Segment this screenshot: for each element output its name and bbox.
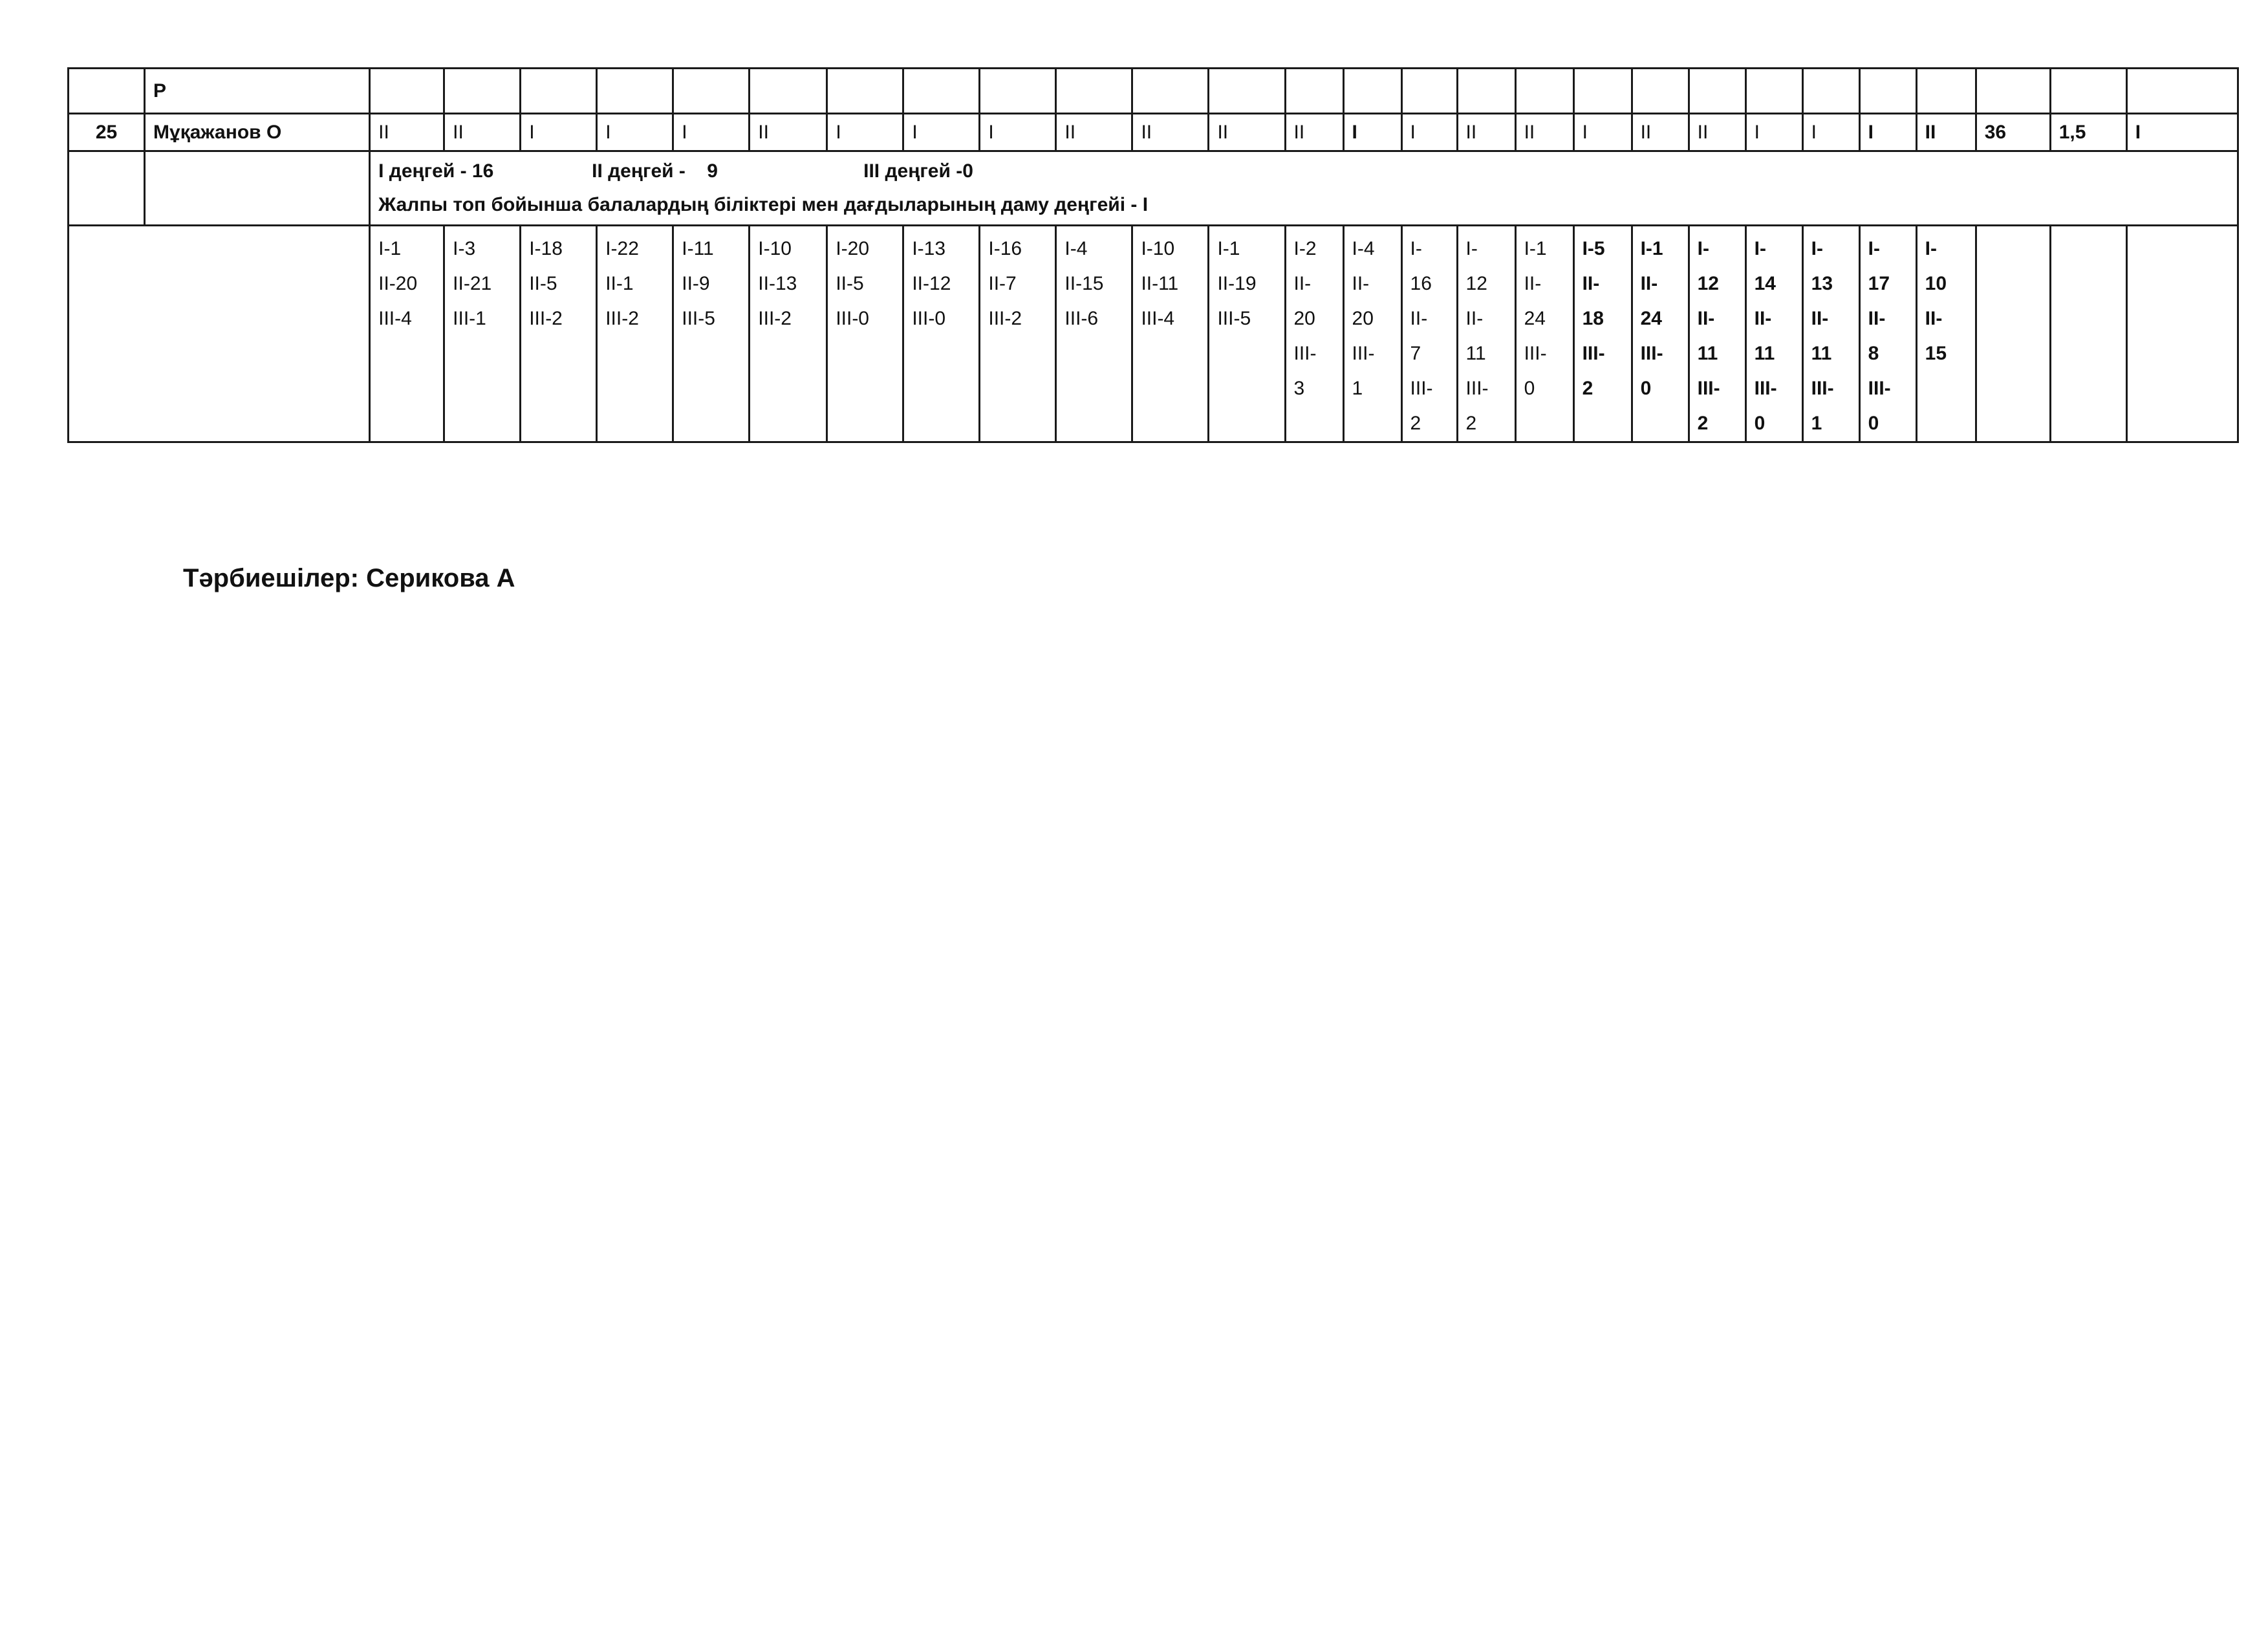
score-cell: II [1916,114,1976,151]
level-stat-line: 2 [1582,378,1593,399]
level-stat-line: І-1 [1524,238,1547,259]
student-level: I [2126,114,2238,151]
level-stats-cell [1056,226,1132,442]
level-stat-line: ІІІ- [1754,378,1777,399]
level-stat-line: 1 [1352,378,1363,399]
level-stat-line: 0 [1640,378,1652,399]
caregivers-signature-line: Тәрбиешілер: Серикова А [183,564,515,592]
level-stats-cell [370,226,444,442]
header-number-cell [69,69,145,114]
score-cell: II [750,114,827,151]
level-stat-line: І-20 [836,238,870,259]
level-stat-line: ІІІ-4 [1141,308,1175,329]
level-stat-line: 0 [1754,413,1766,434]
level-stat-line: ІІ- [1754,308,1772,329]
level-stat-line: ІІ- [1352,273,1370,294]
level-stat-line: 7 [1410,343,1421,364]
level-stat-line: ІІ-15 [1064,273,1104,294]
level-stats-cell [1859,226,1916,442]
level-stat-line: І- [1697,238,1709,259]
level-stat-line: ІІ- [1410,308,1428,329]
level-stats-cell [1916,226,1976,442]
level-stat-line: І- [1811,238,1823,259]
level-stat-line: 15 [1925,343,1947,364]
level-stats-cell [1689,226,1745,442]
overall-level: Жалпы топ бойынша балалардың біліктері мен дағдыларының даму деңгейі - I [378,194,1149,215]
level-stat-line: І- [1868,238,1880,259]
level-stat-line: І-1 [1217,238,1240,259]
level-stat-line: ІІІ-2 [529,308,563,329]
score-cell: II [1689,114,1745,151]
level-stat-line: ІІ-21 [453,273,492,294]
score-cell: II [444,114,521,151]
level-stats-cell [1132,226,1209,442]
level-stat-line: ІІ-11 [1141,273,1179,294]
level-stat-line: 24 [1640,308,1662,329]
level-stats-cell [1209,226,1285,442]
level-stat-line: І-11 [682,238,714,259]
score-cell: I [1573,114,1632,151]
level-stat-line: ІІІ- [1697,378,1720,399]
level-stats-cell [1632,226,1689,442]
level-stats-cell [1745,226,1802,442]
level-stat-line: І-2 [1293,238,1317,259]
header-letter-cell: Р [145,69,370,114]
level-stat-line: ІІІ- [1410,378,1433,399]
student-average: 1,5 [2050,114,2126,151]
level-stat-line: ІІІ-6 [1064,308,1099,329]
level-stat-line: 2 [1465,413,1477,434]
level-stat-line: ІІІ- [1640,343,1663,364]
level-stat-line: ІІ-19 [1217,273,1257,294]
score-cell: I [827,114,903,151]
level-stat-line: ІІІ- [1352,343,1375,364]
summary-cell [370,151,2238,226]
assessment-table [67,67,2239,443]
level-stat-line: І-18 [529,238,563,259]
level-stat-line: І-22 [605,238,639,259]
level-stat-line: ІІ- [1925,308,1943,329]
level-stat-line: ІІ-20 [378,273,418,294]
level-stats-cell [1515,226,1573,442]
stats-label-cell [69,226,370,442]
level3-count: III деңгей -0 [863,160,973,182]
level-stat-line: 0 [1524,378,1535,399]
level-stats-cell [597,226,673,442]
level-stat-line: 8 [1868,343,1879,364]
level-stat-line: 14 [1754,273,1776,294]
level-stats-cell [1802,226,1859,442]
level-stat-line: ІІ- [1811,308,1829,329]
score-cell: II [1209,114,1285,151]
level-stat-line: ІІ-5 [836,273,864,294]
level-stat-line: ІІ-5 [529,273,557,294]
level-stat-line: І-5 [1582,238,1605,259]
level-stat-line: ІІІ- [1524,343,1547,364]
level-stat-line: 16 [1410,273,1432,294]
score-cell: I [1859,114,1916,151]
level-stat-line: ІІІ-4 [378,308,412,329]
level-stat-line: ІІ-13 [758,273,797,294]
level-stat-line: ІІІ-2 [605,308,639,329]
level-stat-line: 24 [1524,308,1546,329]
level-stat-line: І- [1410,238,1422,259]
level-stat-line: ІІІ- [1811,378,1834,399]
level-stat-line: ІІ-12 [912,273,951,294]
student-number: 25 [69,114,145,151]
level-stat-line: ІІ-7 [988,273,1017,294]
level-stats-cell [1285,226,1343,442]
level-stat-line: І-1 [1640,238,1663,259]
level-stat-line: ІІІ-0 [912,308,946,329]
level-stat-line: І-1 [378,238,402,259]
level-stat-line: ІІ-9 [682,273,710,294]
level-stat-line: ІІ- [1868,308,1886,329]
level-stat-line: ІІ- [1293,273,1312,294]
student-row [69,114,2238,151]
level-stats-cell [673,226,750,442]
empty-cell [1976,226,2050,442]
level-stat-line: 11 [1697,343,1718,364]
score-cell: II [1132,114,1209,151]
score-cell: I [1343,114,1401,151]
level-stat-line: 3 [1293,378,1305,399]
level-stat-line: ІІ- [1524,273,1542,294]
score-cell: II [1632,114,1689,151]
score-cell: I [673,114,750,151]
level-stat-line: І-10 [1141,238,1175,259]
level-stats-cell [1343,226,1401,442]
level1-count: I деңгей - 16 [378,160,494,182]
score-cell: I [1401,114,1457,151]
header-row [69,69,2238,114]
level-stat-line: І-13 [912,238,946,259]
level-stat-line: 18 [1582,308,1604,329]
score-cell: I [597,114,673,151]
level-stat-line: 10 [1925,273,1947,294]
level-stat-line: ІІІ- [1465,378,1489,399]
stats-row [69,226,2238,442]
level-stat-line: І- [1465,238,1478,259]
level-stat-line: 13 [1811,273,1833,294]
level2-count: II деңгей - 9 [592,160,718,182]
score-cell: II [370,114,444,151]
summary-row [69,151,2238,226]
level-stat-line: 12 [1465,273,1487,294]
level-stat-line: І-16 [988,238,1022,259]
score-cell: I [521,114,597,151]
score-cell: II [1457,114,1515,151]
level-stats-cell [1457,226,1515,442]
level-stat-line: ІІІ-5 [1217,308,1251,329]
level-stats-cell [521,226,597,442]
level-stat-line: 2 [1697,413,1709,434]
level-stats-cell [444,226,521,442]
level-stats-cell [750,226,827,442]
empty-cell [2126,226,2238,442]
level-stat-line: ІІ- [1465,308,1484,329]
level-stat-line: ІІ-1 [605,273,634,294]
level-stat-line: ІІ- [1640,273,1658,294]
score-cell: I [903,114,980,151]
level-stat-line: 12 [1697,273,1719,294]
score-cell: I [1745,114,1802,151]
level-stat-line: І- [1754,238,1766,259]
score-cell: I [1802,114,1859,151]
level-stat-line: 2 [1410,413,1421,434]
level-stat-line: І- [1925,238,1937,259]
level-stat-line: 17 [1868,273,1890,294]
level-stat-line: ІІІ-2 [988,308,1022,329]
level-stat-line: 0 [1868,413,1879,434]
level-stat-line: ІІІ-2 [758,308,792,329]
level-stat-line: ІІІ- [1582,343,1605,364]
level-stat-line: 20 [1352,308,1374,329]
level-stat-line: ІІ- [1582,273,1600,294]
student-name: Мұқажанов О [145,114,370,151]
level-stat-line: 11 [1754,343,1775,364]
level-stat-line: І-4 [1064,238,1088,259]
level-stat-line: І-3 [453,238,476,259]
level-stats-cell [980,226,1056,442]
level-stat-line: ІІІ- [1868,378,1891,399]
level-stat-line: ІІІ-5 [682,308,715,329]
student-total: 36 [1976,114,2050,151]
level-stat-line: І-4 [1352,238,1375,259]
level-stats-cell [903,226,980,442]
empty-cell [2050,226,2126,442]
score-cell: II [1285,114,1343,151]
score-cell: I [980,114,1056,151]
level-stat-line: 20 [1293,308,1315,329]
level-stat-line: ІІІ-0 [836,308,869,329]
level-stat-line: 1 [1811,413,1822,434]
score-cell: II [1515,114,1573,151]
level-stat-line: ІІІ-1 [453,308,486,329]
level-stats-cell [1573,226,1632,442]
level-stats-cell [827,226,903,442]
level-stat-line: ІІІ- [1293,343,1317,364]
level-stat-line: ІІ- [1697,308,1715,329]
level-counts [378,155,2229,188]
score-cell: II [1056,114,1132,151]
level-stats-cell [1401,226,1457,442]
level-stat-line: І-10 [758,238,792,259]
level-stat-line: 11 [1465,343,1486,364]
level-stat-line: 11 [1811,343,1832,364]
